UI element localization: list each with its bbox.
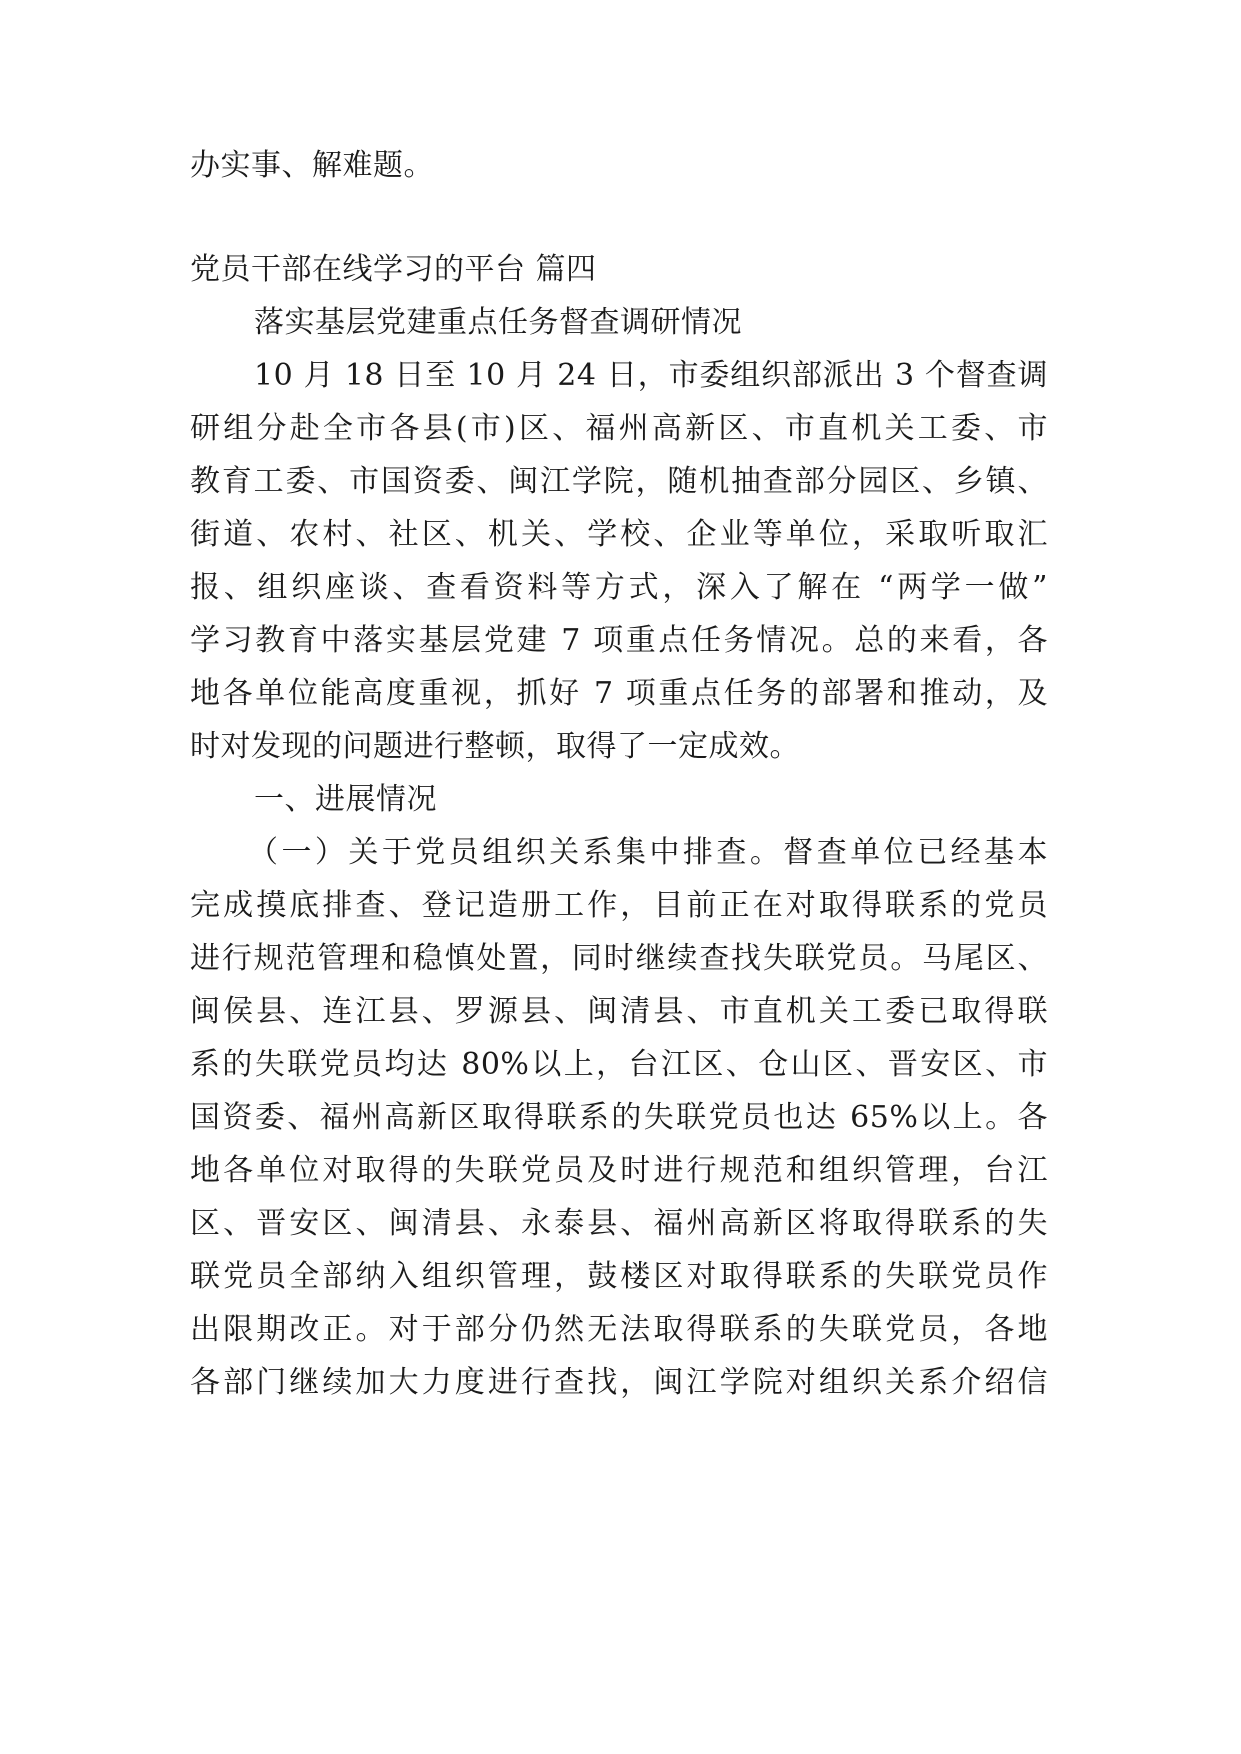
body-line: 街道、农村、社区、机关、学校、企业等单位，采取听取汇 (190, 517, 1048, 552)
body-line: 学习教育中落实基层党建 7 项重点任务情况。总的来看，各 (190, 623, 1048, 658)
body-line: 地各单位能高度重视，抓好 7 项重点任务的部署和推动，及 (190, 676, 1048, 711)
body-line: 出限期改正。对于部分仍然无法取得联系的失联党员，各地 (190, 1312, 1048, 1347)
body-line: 区、晋安区、闽清县、永泰县、福州高新区将取得联系的失 (190, 1206, 1048, 1241)
body-line: 各部门继续加大力度进行查找，闽江学院对组织关系介绍信 (190, 1365, 1048, 1400)
previous-section-tail: 办实事、解难题。 (190, 148, 434, 183)
body-line: 国资委、福州高新区取得联系的失联党员也达 65%以上。各 (190, 1100, 1048, 1135)
article-title: 落实基层党建重点任务督查调研情况 (254, 305, 742, 340)
body-line: 联党员全部纳入组织管理，鼓楼区对取得联系的失联党员作 (190, 1259, 1048, 1294)
body-line: 10 月 18 日至 10 月 24 日，市委组织部派出 3 个督查调 (254, 358, 1048, 393)
subsection-heading: 一、进展情况 (254, 782, 437, 817)
body-line: 时对发现的问题进行整顿，取得了一定成效。 (190, 729, 800, 764)
body-line: （一）关于党员组织关系集中排查。督查单位已经基本 (248, 835, 1048, 870)
body-line: 教育工委、市国资委、闽江学院，随机抽查部分园区、乡镇、 (190, 464, 1048, 499)
body-line: 完成摸底排查、登记造册工作，目前正在对取得联系的党员 (190, 888, 1048, 923)
body-line: 进行规范管理和稳慎处置，同时继续查找失联党员。马尾区、 (190, 941, 1048, 976)
body-line: 报、组织座谈、查看资料等方式，深入了解在 “两学一做” (190, 570, 1048, 605)
body-line: 系的失联党员均达 80%以上，台江区、仓山区、晋安区、市 (190, 1047, 1048, 1082)
body-line: 研组分赴全市各县(市)区、福州高新区、市直机关工委、市 (190, 411, 1048, 446)
section-heading: 党员干部在线学习的平台 篇四 (190, 252, 597, 287)
body-line: 地各单位对取得的失联党员及时进行规范和组织管理，台江 (190, 1153, 1048, 1188)
body-line: 闽侯县、连江县、罗源县、闽清县、市直机关工委已取得联 (190, 994, 1048, 1029)
